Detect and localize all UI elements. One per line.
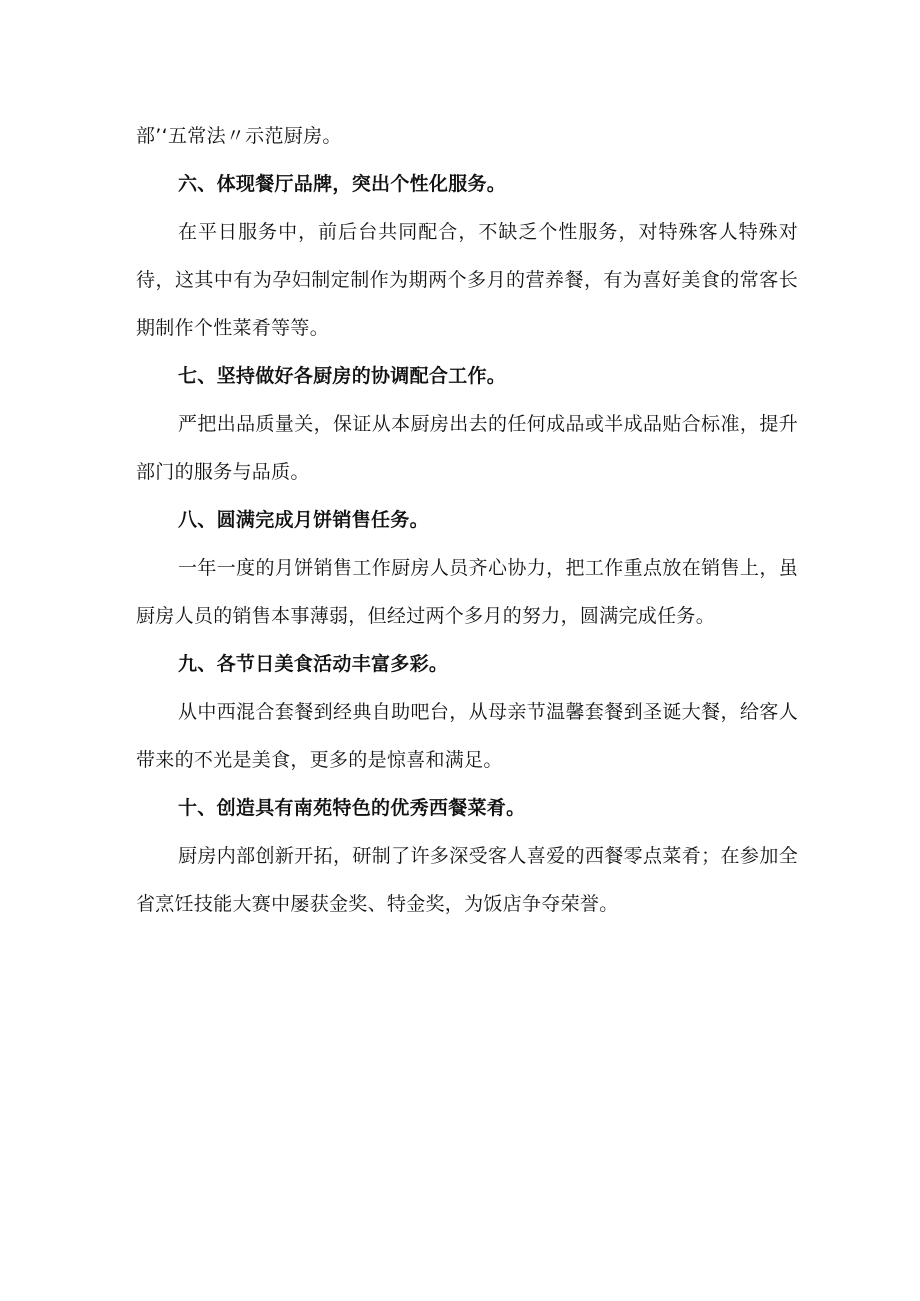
section-body: 一年一度的月饼销售工作厨房人员齐心协力，把工作重点放在销售上，虽厨房人员的销售本事薄弱，但经过两个多月的努力，圆满完成任务。: [136, 557, 798, 627]
section-9: [136, 640, 798, 784]
section-heading: 六、体现餐厅品牌，突出个性化服务。: [178, 173, 507, 195]
section-body: 在平日服务中，前后台共同配合，不缺乏个性服务，对特殊客人特殊对待，这其中有为孕妇制定制作为期两个多月的营养餐，有为喜好美食的常客长期制作个性菜肴等等。: [136, 221, 798, 339]
document-page: [136, 112, 798, 928]
section-6: [136, 160, 798, 352]
section-body: 严把出品质量关，保证从本厨房出去的任何成品或半成品贴合标准，提升部门的服务与品质。: [136, 413, 798, 483]
section-heading: 八、圆满完成月饼销售任务。: [178, 509, 429, 531]
section-heading: 十、创造具有南苑特色的优秀西餐菜肴。: [178, 797, 526, 819]
intro-fragment: 部’‘五常法〃示范厨房。: [136, 125, 342, 147]
section-8: [136, 496, 798, 640]
section-body: 厨房内部创新开拓，研制了许多深受客人喜爱的西餐零点菜肴；在参加全省烹饪技能大赛中屡获金奖、特金奖，为饭店争夺荣誉。: [136, 845, 798, 915]
section-10: [136, 784, 798, 928]
section-heading: 九、各节日美食活动丰富多彩。: [178, 653, 449, 675]
section-heading: 七、坚持做好各厨房的协调配合工作。: [178, 365, 507, 387]
section-body: 从中西混合套餐到经典自助吧台，从母亲节温馨套餐到圣诞大餐，给客人带来的不光是美食，更多的是惊喜和满足。: [136, 701, 798, 771]
section-7: [136, 352, 798, 496]
